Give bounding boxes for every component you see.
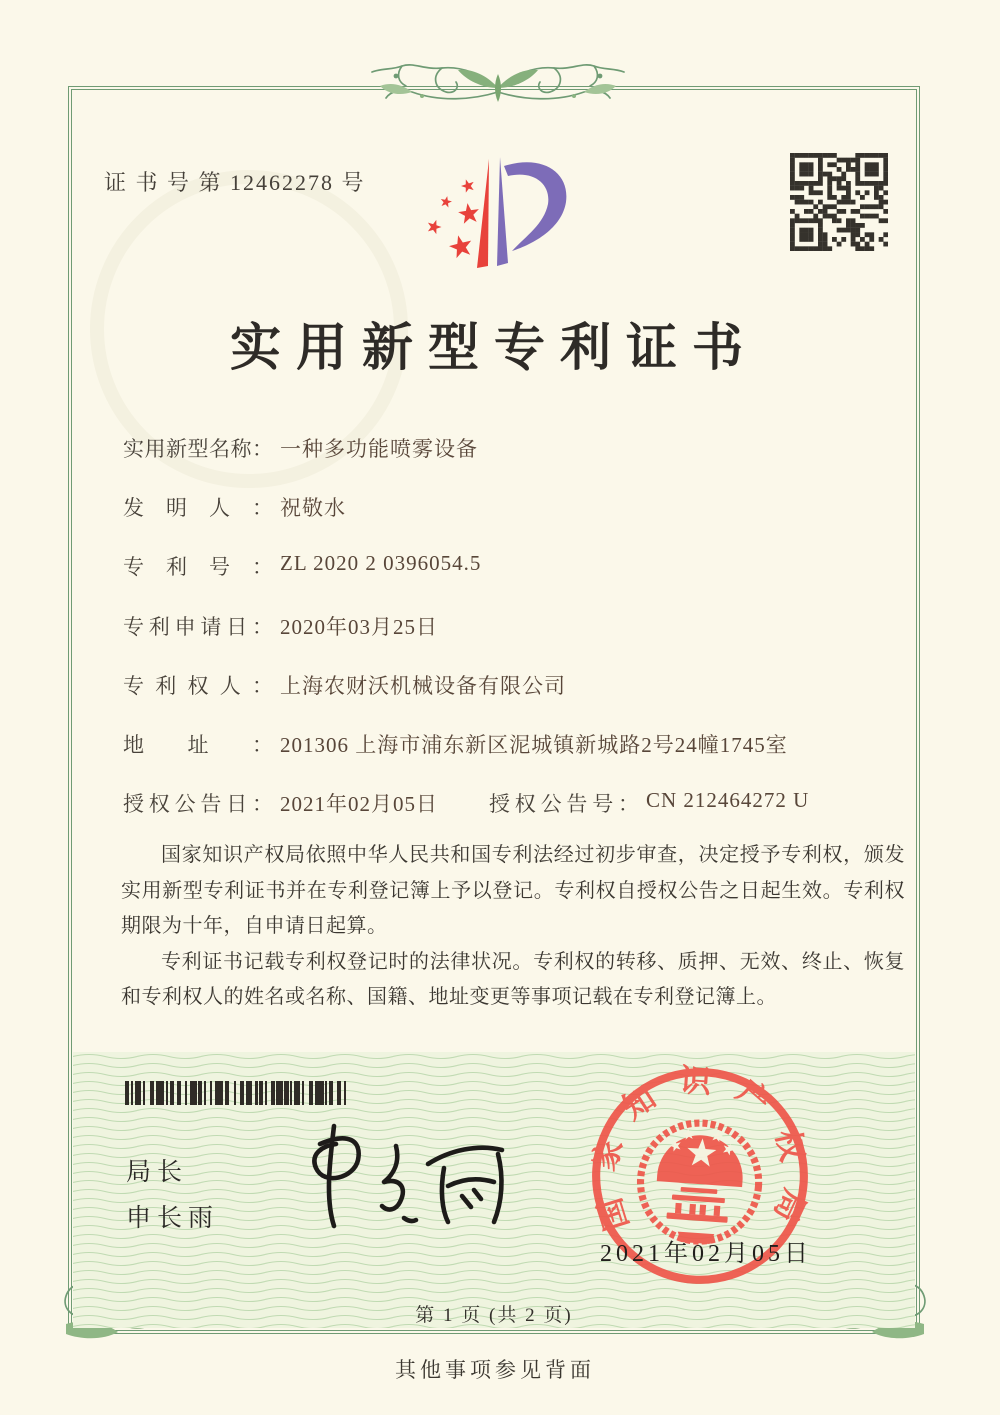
qr-code-icon [790, 153, 888, 251]
field-label: 发明人： [123, 496, 273, 520]
field-row-address [123, 729, 923, 759]
barcode-bar [315, 1081, 323, 1105]
barcode-bar [204, 1081, 206, 1105]
barcode-bar [150, 1081, 154, 1105]
barcode-bar [259, 1081, 263, 1105]
field-row-invention-name [123, 433, 923, 463]
barcode-bar [276, 1081, 282, 1105]
field-row-inventor [123, 492, 923, 522]
field-value: 201306 上海市浦东新区泥城镇新城路2号24幢1745室 [280, 733, 788, 757]
barcode-bar [271, 1081, 275, 1105]
signer-name: 申长雨 [126, 1205, 220, 1232]
cnipa-logo-icon [424, 146, 576, 296]
barcode-bar [135, 1081, 141, 1105]
barcode-bar [190, 1081, 196, 1105]
field-value: 2020年03月25日 [280, 615, 438, 639]
barcode-bar [170, 1081, 174, 1105]
certificate-number: 证 书 号 第 12462278 号 [104, 170, 366, 195]
barcode-bar [166, 1081, 168, 1105]
barcode-bar [234, 1081, 236, 1105]
field-value: CN 212464272 U [646, 788, 810, 812]
barcode-bar [344, 1081, 346, 1105]
legal-text-block [121, 838, 905, 1016]
field-label: 地址： [123, 733, 273, 757]
certificate-title: 实用新型专利证书 [229, 321, 758, 377]
grant-number-pair [489, 788, 809, 818]
barcode-bar [156, 1081, 164, 1105]
signer-title: 局长 [126, 1159, 189, 1186]
barcode-bar [255, 1081, 257, 1105]
barcode-bar [294, 1081, 300, 1105]
barcode-bar [198, 1081, 202, 1105]
field-label: 专利权人： [123, 674, 273, 698]
seal-date: 2021年02月05日 [600, 1241, 812, 1267]
page-indicator: 第 1 页 (共 2 页) [415, 1305, 573, 1326]
seal-ring-text: 国家知识产权局 [585, 1062, 815, 1248]
barcode-bar [125, 1081, 129, 1105]
barcode-bar [177, 1081, 181, 1105]
field-label: 授权公告日： [123, 792, 273, 816]
field-row-patentee [123, 670, 923, 700]
barcode-bar [143, 1081, 145, 1105]
footer-note: 其他事项参见背面 [395, 1358, 595, 1382]
barcode-bar [215, 1081, 223, 1105]
barcode-bar [302, 1081, 304, 1105]
barcode-bar [337, 1081, 341, 1105]
top-floral-ornament-icon [348, 48, 648, 120]
barcode-bar [210, 1081, 212, 1105]
field-value: 2021年02月05日 [280, 792, 438, 816]
barcode-bar [225, 1081, 229, 1105]
field-row-patent-number [123, 551, 923, 581]
barcode-bar [329, 1081, 333, 1105]
field-label: 专利申请日： [123, 615, 273, 639]
field-row-grant [123, 788, 923, 818]
legal-paragraph-1: 国家知识产权局依照中华人民共和国专利法经过初步审查，决定授予专利权，颁发实用新型专利证书并在专利登记簿上予以登记。专利权自授权公告之日起生效。专利权期限为十年，自申请日起算。 [121, 844, 905, 938]
field-label: 授权公告号： [489, 792, 639, 816]
barcode-bar [185, 1081, 187, 1105]
field-label: 专利号： [123, 555, 273, 579]
field-value: ZL 2020 2 0396054.5 [280, 551, 482, 575]
barcode-bar [246, 1081, 252, 1105]
barcode-bar [309, 1081, 313, 1105]
barcode-bar [325, 1081, 327, 1105]
handwritten-signature-icon [268, 1120, 518, 1240]
barcode-bar [240, 1081, 244, 1105]
field-value: 一种多功能喷雾设备 [280, 437, 478, 461]
barcode-bar [265, 1081, 267, 1105]
barcode-bar [131, 1081, 133, 1105]
field-label: 实用新型名称： [123, 437, 273, 461]
field-value: 上海农财沃机械设备有限公司 [280, 674, 566, 698]
field-value: 祝敬水 [280, 496, 346, 520]
barcode-icon [125, 1081, 377, 1105]
field-row-filing-date [123, 611, 923, 641]
legal-paragraph-2: 专利证书记载专利权登记时的法律状况。专利权的转移、质押、无效、终止、恢复和专利权人的姓名或名称、国籍、地址变更等事项记载在专利登记簿上。 [121, 950, 905, 1009]
barcode-bar [284, 1081, 288, 1105]
barcode-bar [290, 1081, 292, 1105]
